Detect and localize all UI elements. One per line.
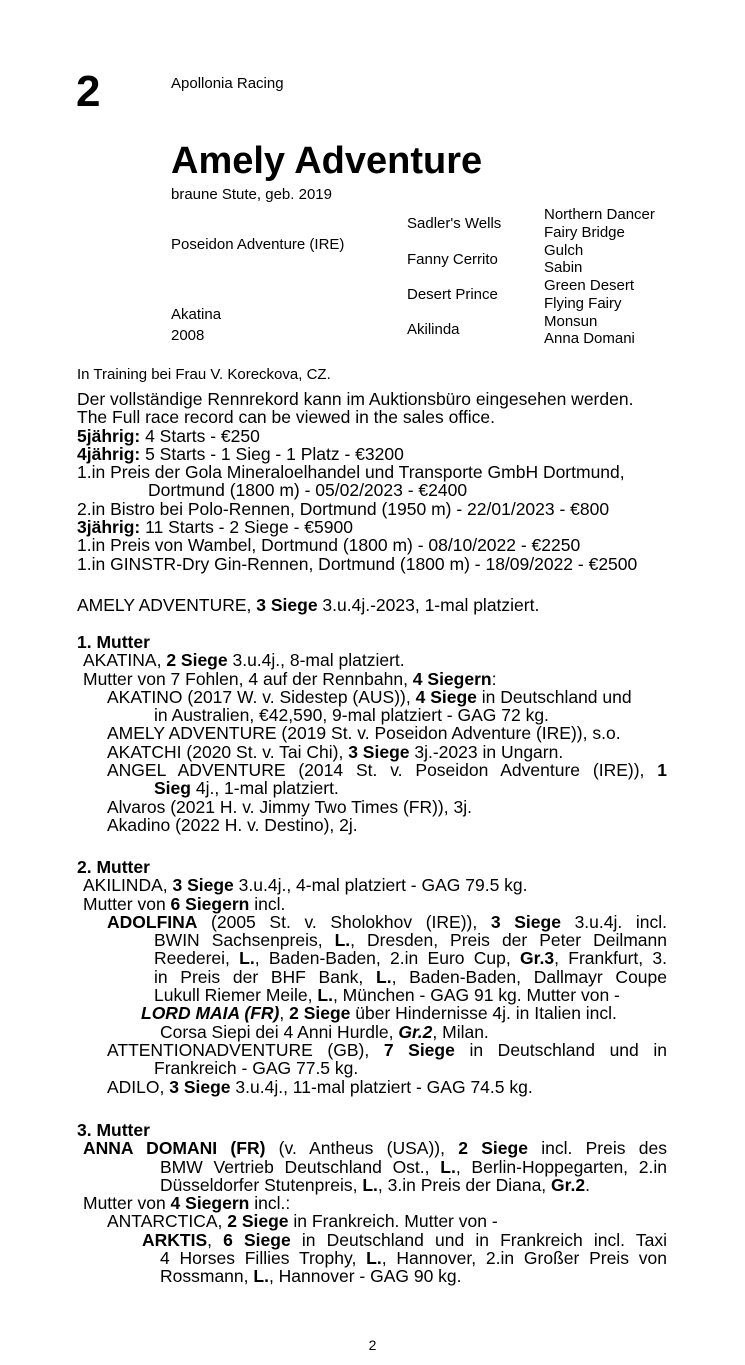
record-5yo-text: 4 Starts - €250: [140, 425, 260, 446]
lot-number: 2: [76, 67, 101, 116]
adilo-rest: 3.u.4j., 11-mal platziert - GAG 74.5 kg.: [230, 1076, 533, 1097]
adolfina-race-h: Lukull Riemer Meile,: [154, 985, 318, 1006]
third-dam-line-2: [77, 1158, 667, 1176]
produce-adolfina-line-4: [77, 968, 667, 986]
produce-adolfina-wins: 3 Siege: [490, 911, 561, 932]
third-dam-heading: 3. Mutter: [77, 1120, 150, 1140]
produce-adolfina-pedigree: (2005 St. v. Sholokhov (IRE)),: [197, 911, 491, 932]
arktis-rest: in Deutschland und in Frankreich incl. Taxi: [290, 1229, 667, 1250]
arktis-race-b: , Hannover, 2.in Großer Preis von: [381, 1248, 668, 1269]
grandproduce-arktis: [77, 1231, 667, 1249]
pedigree-ggp-6: Flying Fairy: [544, 295, 622, 312]
third-dam-listed-1: L.: [440, 1156, 456, 1177]
summary-rest: 3.u.4j.-2023, 1-mal platziert.: [317, 595, 540, 615]
pedigree-sire-sire: Sadler's Wells: [407, 215, 502, 232]
pedigree-dam-dam: Akilinda: [407, 321, 460, 338]
pedigree-ggp-2: Fairy Bridge: [544, 224, 625, 241]
record-4yo-label: 4jährig:: [77, 443, 141, 464]
pedigree-ggp-4: Sabin: [544, 259, 583, 276]
produce-amely-adventure: AMELY ADVENTURE (2019 St. v. Poseidon Adventure (IRE)), s.o.: [107, 723, 621, 744]
summary: [77, 596, 667, 614]
second-dam-produce-summary: [77, 895, 667, 913]
lord-maia-wins: 2 Siege: [289, 1003, 351, 1024]
pedigree-dam-year: 2008: [171, 327, 205, 344]
third-dam-incl: incl. Preis des: [527, 1138, 667, 1159]
arktis-wins: 6 Siege: [223, 1229, 291, 1250]
produce-akatchi-rest: 3j.-2023 in Ungarn.: [409, 741, 564, 762]
adolfina-race-i: , München - GAG 91 kg. Mutter von -: [332, 985, 620, 1006]
pedigree-ggp-8: Anna Domani: [544, 330, 635, 347]
pedigree-ggp-7: Monsun: [544, 313, 598, 330]
pedigree-ggp-3: Gulch: [544, 242, 584, 259]
produce-adolfina-line-5: [77, 986, 667, 1004]
third-dam-incl-colon: incl.:: [249, 1193, 291, 1214]
record-4yo-race-1: 1.in Preis der Gola Mineraloelhandel und Transporte GmbH Dortmund,: [77, 462, 625, 483]
attention-name: ATTENTIONADVENTURE (GB),: [107, 1039, 384, 1060]
lord-maia-rest: über Hindernisse 4j. in Italien incl.: [350, 1003, 617, 1024]
arktis-name: ARKTIS: [142, 1229, 208, 1250]
pedigree-sire-dam: Fanny Cerrito: [407, 251, 498, 268]
third-dam-race-a: BMW Vertrieb Deutschland Ost.,: [160, 1156, 441, 1177]
first-dam-heading: 1. Mutter: [77, 632, 150, 652]
third-dam-group-2: Gr.2: [551, 1174, 586, 1195]
adolfina-race-a: BWIN Sachsenpreis,: [154, 930, 335, 951]
antarctica-wins: 2 Siege: [227, 1211, 289, 1232]
adolfina-listed-1: L.: [334, 930, 351, 951]
produce-angel-wins: 1: [657, 760, 667, 781]
second-dam-section: [77, 858, 667, 1096]
lord-maia-group-2: Gr.2: [398, 1021, 433, 1042]
produce-akatchi: [77, 743, 667, 761]
arktis-race-d: , Hannover - GAG 90 kg.: [268, 1266, 462, 1287]
pedigree-dam: Akatina: [171, 306, 222, 323]
third-dam-line: [77, 1139, 667, 1157]
page-number: 2: [368, 1337, 377, 1353]
antarctica-name: ANTARCTICA,: [107, 1211, 228, 1232]
adolfina-listed-2: L.: [239, 948, 255, 969]
record-3yo-race-1: 1.in Preis von Wambel, Dortmund (1800 m) - 08/10/2022 - €2250: [77, 535, 581, 556]
produce-akatchi-wins: 3 Siege: [348, 741, 410, 762]
race-record: [77, 390, 667, 573]
produce-akatino: [77, 688, 667, 706]
third-dam-race-d: , 3.in Preis der Diana,: [377, 1174, 552, 1195]
adolfina-race-g: , Baden-Baden, Dallmayr Coupe: [391, 966, 667, 987]
horse-description: braune Stute, geb. 2019: [171, 186, 332, 203]
adolfina-group-3: Gr.3: [520, 948, 555, 969]
third-dam-produce-text: Mutter von: [83, 1193, 171, 1214]
produce-adolfina-incl: 3.u.4j. incl.: [560, 911, 667, 932]
record-5yo: [77, 427, 667, 445]
first-dam-rest: 3.u.4j., 8-mal platziert.: [227, 650, 405, 671]
lord-maia-name: LORD MAIA (FR): [141, 1003, 280, 1024]
produce-attentionadventure-cont: Frankreich - GAG 77.5 kg.: [154, 1058, 359, 1079]
record-4yo-race-2: 2.in Bistro bei Polo-Rennen, Dortmund (1950 m) - 22/01/2023 - €800: [77, 498, 610, 519]
arktis-listed-2: L.: [253, 1266, 269, 1287]
horse-name: Amely Adventure: [171, 140, 483, 182]
adolfina-race-d: , Baden-Baden, 2.in Euro Cup,: [254, 948, 521, 969]
third-dam-sire: (v. Antheus (USA)),: [265, 1138, 459, 1159]
produce-angel-name: ANGEL ADVENTURE (2014 St. v. Poseidon Adventure (IRE)),: [107, 760, 658, 781]
record-3yo: [77, 518, 667, 536]
first-dam-section: [77, 633, 667, 834]
produce-akatino-rest: in Deutschland und: [476, 686, 632, 707]
arktis-race-a: 4 Horses Fillies Trophy,: [160, 1248, 367, 1269]
third-dam-line-3: [77, 1176, 667, 1194]
antarctica-rest: in Frankreich. Mutter von -: [288, 1211, 498, 1232]
second-dam-name: AKILINDA,: [83, 875, 173, 896]
produce-adilo: [77, 1078, 667, 1096]
third-dam-winners: 4 Siegern: [170, 1193, 250, 1214]
produce-antarctica: [77, 1212, 667, 1230]
second-dam-winners: 6 Siegern: [170, 893, 250, 914]
produce-akatino-wins: 4 Siege: [415, 686, 477, 707]
attention-wins: 7 Siege: [383, 1039, 455, 1060]
grandproduce-lord-maia: [77, 1004, 667, 1022]
adolfina-race-e: , Frankfurt, 3.: [554, 948, 668, 969]
first-dam-name: AKATINA,: [83, 650, 167, 671]
first-dam-line: [77, 651, 667, 669]
third-dam-race-b: , Berlin-Hoppegarten, 2.in: [455, 1156, 667, 1177]
pedigree-ggp-5: Green Desert: [544, 277, 635, 294]
arktis-comma: ,: [207, 1229, 224, 1250]
adilo-name: ADILO,: [107, 1076, 170, 1097]
lord-maia-comma: ,: [279, 1003, 290, 1024]
third-dam-produce-summary: [77, 1194, 667, 1212]
adilo-wins: 3 Siege: [169, 1076, 231, 1097]
attention-rest: in Deutschland und in: [454, 1039, 667, 1060]
third-dam-section: [77, 1121, 667, 1286]
record-note-en: The Full race record can be viewed in the sales office.: [77, 407, 495, 428]
record-3yo-label: 3jährig:: [77, 517, 141, 538]
consignor: Apollonia Racing: [171, 75, 284, 92]
produce-adolfina: [77, 913, 667, 931]
first-dam-produce-text: Mutter von 7 Fohlen, 4 auf der Rennbahn,: [83, 668, 413, 689]
second-dam-rest: 3.u.4j., 4-mal platziert - GAG 79.5 kg.: [233, 875, 528, 896]
record-3yo-race-2: 1.in GINSTR-Dry Gin-Rennen, Dortmund (1800 m) - 18/09/2022 - €2500: [77, 553, 638, 574]
produce-adolfina-name: ADOLFINA: [107, 911, 198, 932]
summary-name: AMELY ADVENTURE,: [77, 595, 257, 615]
adolfina-race-f: in Preis der BHF Bank,: [154, 966, 376, 987]
adolfina-listed-3: L.: [376, 966, 392, 987]
third-dam-race-c: Düsseldorfer Stutenpreis,: [160, 1174, 363, 1195]
produce-akadino: Akadino (2022 H. v. Destino), 2j.: [107, 814, 358, 835]
produce-adolfina-line-3: [77, 949, 667, 967]
produce-angel-adventure: [77, 761, 667, 779]
pedigree-ggp-1: Northern Dancer: [544, 206, 655, 223]
second-dam-line: [77, 876, 667, 894]
produce-akatchi-name: AKATCHI (2020 St. v. Tai Chi),: [107, 741, 349, 762]
produce-angel-adventure-cont: [77, 779, 667, 797]
adolfina-race-b: , Dresden, Preis der Peter Deilmann: [350, 930, 668, 951]
produce-akatino-name: AKATINO (2017 W. v. Sidestep (AUS)),: [107, 686, 416, 707]
pedigree-sire: Poseidon Adventure (IRE): [171, 236, 345, 253]
arktis-listed-1: L.: [366, 1248, 382, 1269]
grandproduce-arktis-line-2: [77, 1249, 667, 1267]
record-4yo-race-1-cont: Dortmund (1800 m) - 05/02/2023 - €2400: [148, 480, 468, 501]
adolfina-listed-4: L.: [317, 985, 333, 1006]
second-dam-heading: 2. Mutter: [77, 857, 150, 877]
record-5yo-label: 5jährig:: [77, 425, 141, 446]
third-dam-listed-2: L.: [362, 1174, 378, 1195]
produce-angel-rest: 4j., 1-mal platziert.: [190, 778, 339, 799]
training-note: In Training bei Frau V. Koreckova, CZ.: [77, 366, 331, 383]
first-dam-wins: 2 Siege: [166, 650, 228, 671]
produce-alvaros: Alvaros (2021 H. v. Jimmy Two Times (FR)), 3j.: [107, 796, 472, 817]
record-3yo-text: 11 Starts - 2 Siege - €5900: [140, 517, 353, 538]
summary-wins: 3 Siege: [256, 595, 318, 615]
pedigree-dam-sire: Desert Prince: [407, 286, 498, 303]
second-dam-incl: incl.: [249, 893, 286, 914]
third-dam-period: .: [585, 1174, 590, 1195]
first-dam-produce-summary: [77, 670, 667, 688]
adolfina-race-c: Reederei,: [154, 948, 240, 969]
record-4yo: [77, 445, 667, 463]
produce-adolfina-line-2: [77, 931, 667, 949]
third-dam-name: ANNA DOMANI (FR): [83, 1138, 266, 1159]
grandproduce-arktis-line-3: [77, 1267, 667, 1285]
second-dam-produce-text: Mutter von: [83, 893, 171, 914]
produce-angel-sieg: Sieg: [154, 778, 191, 799]
lord-maia-race: Corsa Siepi dei 4 Anni Hurdle,: [160, 1021, 399, 1042]
produce-attentionadventure: [77, 1041, 667, 1059]
third-dam-wins: 2 Siege: [458, 1138, 528, 1159]
first-dam-winners: 4 Siegern: [412, 668, 492, 689]
produce-akatino-cont: in Australien, €42,590, 9-mal platziert - GAG 72 kg.: [154, 705, 549, 726]
lord-maia-venue: , Milan.: [432, 1021, 489, 1042]
second-dam-wins: 3 Siege: [172, 875, 234, 896]
record-4yo-text: 5 Starts - 1 Sieg - 1 Platz - €3200: [140, 443, 404, 464]
arktis-race-c: Rossmann,: [160, 1266, 254, 1287]
record-note-de: Der vollständige Rennrekord kann im Auktionsbüro eingesehen werden.: [77, 389, 634, 409]
grandproduce-lord-maia-cont: [77, 1023, 667, 1041]
first-dam-produce-colon: :: [491, 668, 497, 689]
